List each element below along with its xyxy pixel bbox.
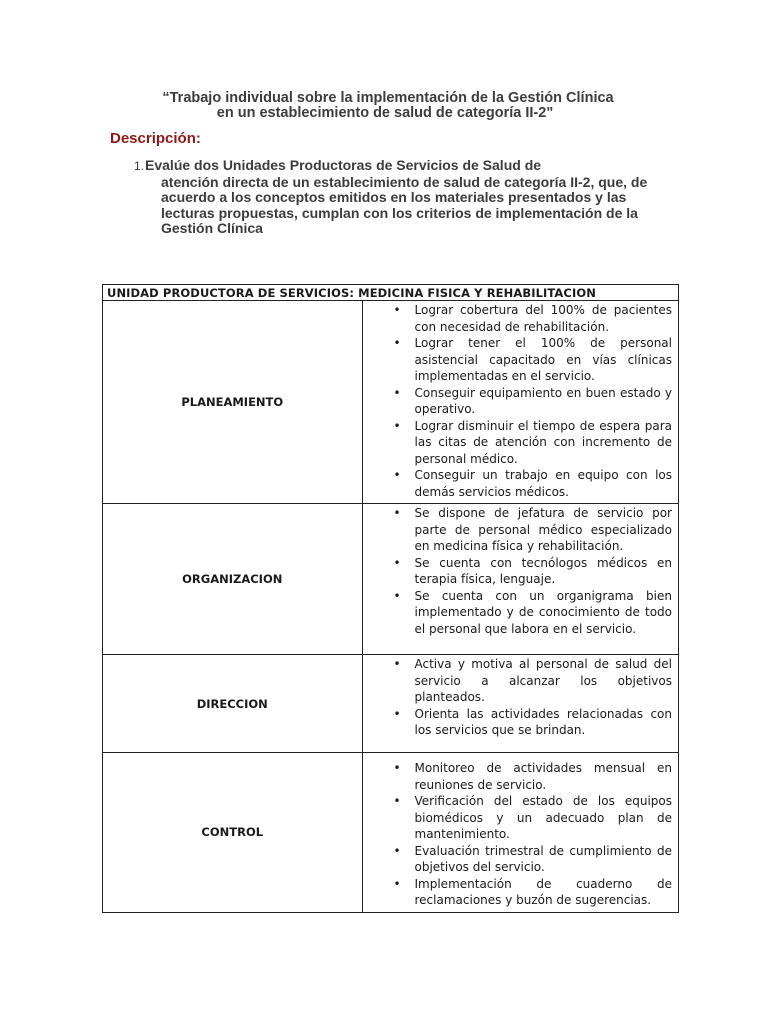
row-content-organizacion xyxy=(362,504,679,655)
row-content-planeamiento xyxy=(362,301,679,504)
list-item: • Lograr tener el 100% de personal asistencial capacitado en vías clínicas implementadas en el servicio. xyxy=(363,335,673,385)
row-label-organizacion: ORGANIZACION xyxy=(103,504,363,655)
bullet-list xyxy=(363,504,679,640)
numbered-item xyxy=(134,158,674,237)
row-content-direccion xyxy=(362,655,679,753)
row-label-planeamiento: PLANEAMIENTO xyxy=(103,301,363,504)
list-item: • Monitoreo de actividades mensual en reuniones de servicio. xyxy=(363,760,673,793)
list-item: • Conseguir equipamiento en buen estado y operativo. xyxy=(363,385,673,418)
list-item: • Lograr cobertura del 100% de pacientes con necesidad de rehabilitación. xyxy=(363,302,673,335)
row-label-direccion: DIRECCION xyxy=(103,655,363,753)
bullet-list xyxy=(363,301,679,503)
table-row xyxy=(103,753,679,913)
table-row xyxy=(103,504,679,655)
table-row xyxy=(103,655,679,753)
item-rest: atención directa de un establecimiento de salud de categoría II-2, que, de acuerdo a los conceptos emitidos en los materiales presentados y las lecturas propuestas, cumplan con los criterios de implementación de la Gestión Clínica xyxy=(161,173,648,236)
item-first-line xyxy=(134,158,674,175)
list-item: • Evaluación trimestral de cumplimiento de objetivos del servicio. xyxy=(363,843,673,876)
row-label-control: CONTROL xyxy=(103,753,363,913)
list-item: • Se cuenta con un organigrama bien implementado y de conocimiento de todo el personal que labora en el servicio. xyxy=(363,588,673,638)
item-line-1: Evalúe dos Unidades Productoras de Servicios de Salud de xyxy=(145,157,542,173)
table-header: UNIDAD PRODUCTORA DE SERVICIOS: MEDICINA FISICA Y REHABILITACION xyxy=(103,285,679,301)
document-title xyxy=(0,91,768,121)
row-content-control xyxy=(362,753,679,913)
list-item: • Lograr disminuir el tiempo de espera para las citas de atención con incremento de personal médico. xyxy=(363,418,673,468)
table-row xyxy=(103,301,679,504)
list-item: • Activa y motiva al personal de salud del servicio a alcanzar los objetivos planteados. xyxy=(363,656,673,706)
list-item: • Se cuenta con tecnólogos médicos en terapia física, lenguaje. xyxy=(363,555,673,588)
title-line-2: en un establecimiento de salud de categoría II-2" xyxy=(216,105,554,121)
list-item: • Se dispone de jefatura de servicio por parte de personal médico especializado en medicina física y rehabilitación. xyxy=(363,505,673,555)
description-heading: Descripción: xyxy=(110,130,201,147)
list-item: • Verificación del estado de los equipos biomédicos y un adecuado plan de mantenimiento. xyxy=(363,793,673,843)
item-number: 1. xyxy=(134,159,145,173)
list-item: • Orienta las actividades relacionadas con los servicios que se brindan. xyxy=(363,706,673,739)
management-table xyxy=(102,284,679,913)
title-line-1: “Trabajo individual sobre la implementación de la Gestión Clínica xyxy=(162,90,614,106)
bullet-list xyxy=(363,753,679,912)
list-item: • Conseguir un trabajo en equipo con los demás servicios médicos. xyxy=(363,467,673,500)
list-item: • Implementación de cuaderno de reclamaciones y buzón de sugerencias. xyxy=(363,876,673,909)
bullet-list xyxy=(363,655,679,742)
table-header-row xyxy=(103,285,679,301)
